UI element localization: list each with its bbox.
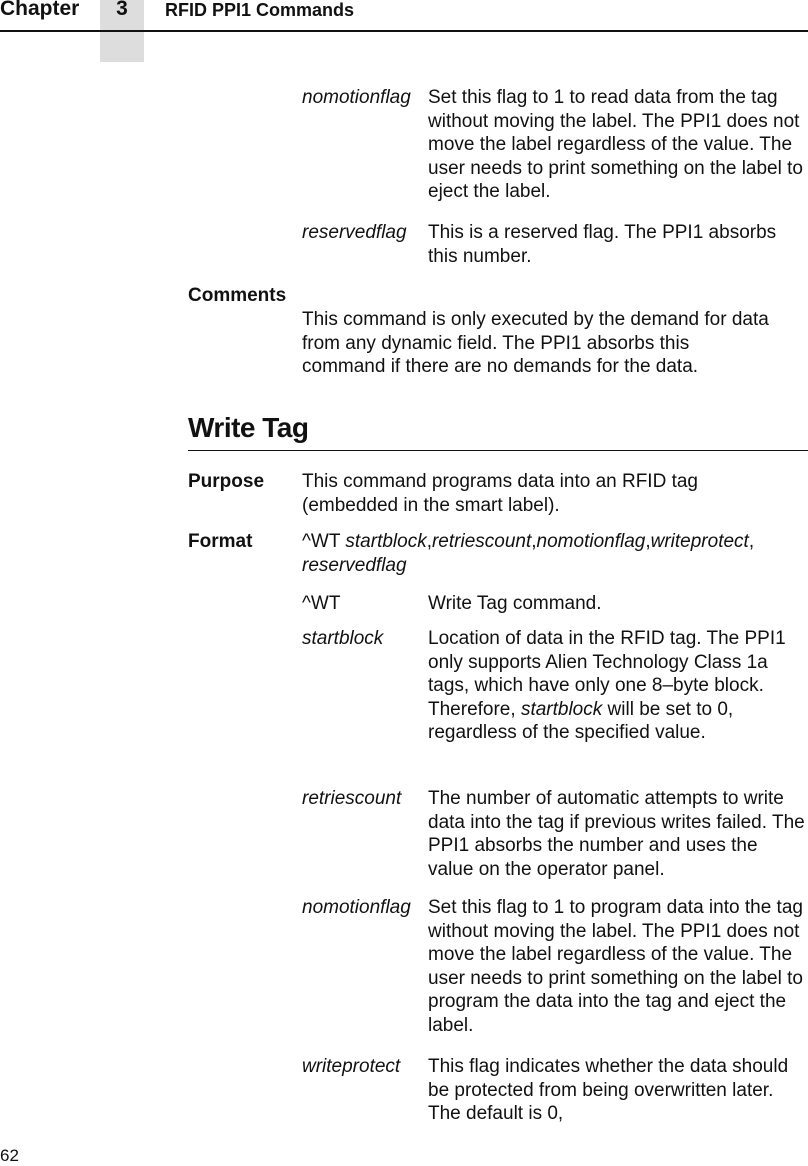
purpose-text: This command programs data into an RFID tag (embedded in the smart label). xyxy=(302,471,699,516)
format-label: Format xyxy=(188,531,253,552)
section-title: Write Tag xyxy=(188,412,309,443)
format-syntax: ^WT startblock,retriescount,nomotionflag,writeprotect, reservedflag xyxy=(302,531,755,576)
format-arg-startblock: startblock xyxy=(345,531,427,552)
param-desc-startblock-term: startblock xyxy=(520,698,603,720)
param-term-nomotionflag-read: nomotionflag xyxy=(302,87,411,108)
format-prefix: ^WT xyxy=(302,531,346,552)
page-number: 62 xyxy=(0,1146,19,1165)
comments-label: Comments xyxy=(188,285,287,306)
param-term-wt: ^WT xyxy=(302,593,341,614)
format-arg-nomotionflag: nomotionflag xyxy=(536,531,646,552)
param-desc-writeprotect: This flag indicates whether the data should be protected from being overwritten later. The default is 0, xyxy=(428,1056,789,1125)
header-rule xyxy=(0,30,808,32)
param-desc-wt: Write Tag command. xyxy=(428,593,602,614)
format-arg-retriescount: retriescount xyxy=(431,531,532,552)
chapter-label: Chapter xyxy=(0,0,80,20)
section-rule xyxy=(188,450,808,451)
param-term-writeprotect: writeprotect xyxy=(302,1056,401,1077)
format-arg-reservedflag: reservedflag xyxy=(302,554,407,576)
param-desc-startblock: Location of data in the RFID tag. The PPI1 only supports Alien Technology Class 1a tags, which have only one 8–byte block. Therefore, startblock will be set to 0, regardless of the specified value. xyxy=(428,628,786,744)
param-desc-nomotionflag-read: Set this flag to 1 to read data from the tag without moving the label. The PPI1 does not move the label regardless of the value. The user needs to print something on the label to eject the label. xyxy=(428,87,803,203)
format-arg-writeprotect: writeprotect xyxy=(650,531,749,552)
purpose-label: Purpose xyxy=(188,471,265,492)
param-desc-retriescount: The number of automatic attempts to write data into the tag if previous writes failed. The PPI1 absorbs the number and uses the value on the operator panel. xyxy=(428,788,805,880)
param-term-nomotionflag: nomotionflag xyxy=(302,897,411,918)
param-term-startblock: startblock xyxy=(302,628,384,649)
chapter-number: 3 xyxy=(116,0,128,20)
param-term-retriescount: retriescount xyxy=(302,788,402,809)
param-desc-reservedflag: This is a reserved flag. The PPI1 absorbs this number. xyxy=(428,222,777,267)
comments-text: This command is only executed by the demand for data from any dynamic field. The PPI1 absorbs this command if there are no demands for the data. xyxy=(302,309,769,378)
param-desc-nomotionflag: Set this flag to 1 to program data into the tag without moving the label. The PPI1 does not move the label regardless of the value. The user needs to print something on the label to program the data into the tag and eject the label. xyxy=(428,897,803,1036)
chapter-title: RFID PPI1 Commands xyxy=(165,0,355,20)
param-term-reservedflag: reservedflag xyxy=(302,222,407,243)
